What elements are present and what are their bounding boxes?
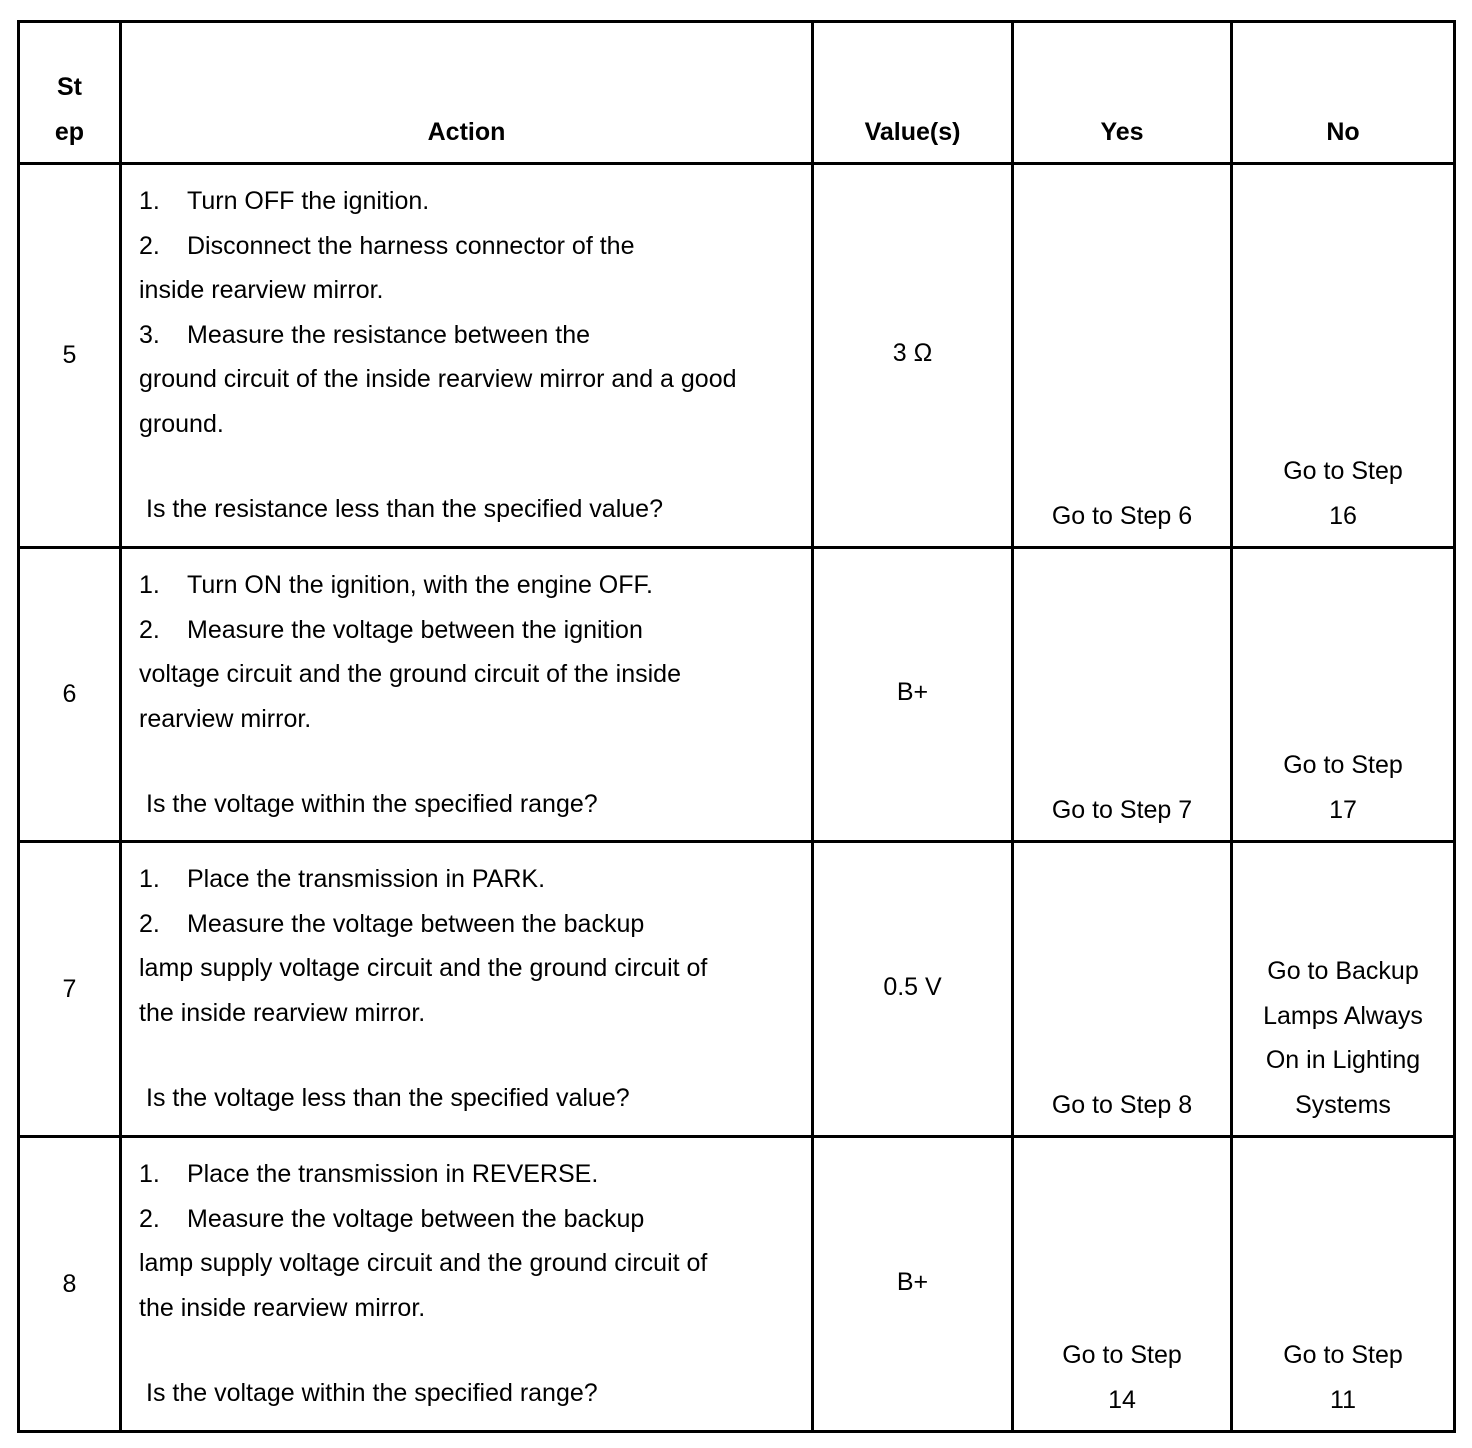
header-row (19, 22, 1455, 164)
header-yes: Yes (1013, 22, 1232, 164)
action-item-text: Measure the voltage between the ignition (187, 615, 643, 644)
action-item (139, 179, 801, 224)
action-item (139, 1197, 801, 1242)
value-text: 0.5 V (883, 972, 942, 1001)
no-cell (1232, 1137, 1455, 1432)
value-text: 3 Ω (892, 339, 933, 368)
action-item-number: 2. (139, 1204, 160, 1233)
no-text: Go to Step 16 (1283, 457, 1403, 530)
action-item-text: Measure the voltage between the backup (187, 1204, 645, 1233)
action-item-text: Measure the resistance between the (187, 320, 591, 349)
yes-cell (1013, 1137, 1232, 1432)
diagnostic-table (17, 20, 1456, 1433)
table-row (19, 548, 1455, 842)
action-item-text: Turn ON the ignition, with the engine OFF. (187, 571, 653, 599)
yes-cell: Go to Step 7 (1013, 548, 1232, 842)
action-item-number: 1. (139, 571, 160, 599)
table-row (19, 842, 1455, 1137)
action-cell (121, 842, 813, 1137)
yes-cell: Go to Step 6 (1013, 164, 1232, 548)
table-row (19, 164, 1455, 548)
no-cell (1232, 548, 1455, 842)
header-values: Value(s) (813, 22, 1013, 164)
value-text: B+ (896, 678, 929, 707)
header-step-line1: St (57, 73, 82, 101)
no-cell (1232, 164, 1455, 548)
no-cell (1232, 842, 1455, 1137)
header-action: Action (121, 22, 813, 164)
value-cell (813, 548, 1013, 842)
action-cell (121, 1137, 813, 1432)
action-question: Is the voltage less than the specified value? (146, 1084, 630, 1112)
no-text: Go to Backup Lamps Always On in Lighting Systems (1263, 957, 1423, 1119)
step-number: 7 (19, 842, 121, 1137)
action-item-continuation: ground circuit of the inside rearview mirror and a good ground. (139, 365, 737, 438)
action-item-continuation: lamp supply voltage circuit and the ground circuit of the inside rearview mirror. (139, 954, 708, 1027)
action-item-continuation: voltage circuit and the ground circuit of the inside rearview mirror. (139, 660, 681, 733)
header-step (19, 22, 121, 164)
action-item-number: 1. (139, 1160, 160, 1188)
action-item-number: 1. (139, 865, 160, 893)
header-no: No (1232, 22, 1455, 164)
step-number: 6 (19, 548, 121, 842)
action-item-number: 3. (139, 320, 160, 349)
action-question: Is the voltage within the specified range? (146, 790, 598, 818)
action-question: Is the resistance less than the specified value? (146, 495, 663, 523)
no-text: Go to Step 11 (1283, 1341, 1403, 1414)
no-text: Go to Step 17 (1283, 751, 1403, 824)
action-item (139, 313, 801, 358)
action-item-number: 2. (139, 909, 160, 938)
value-text: B+ (896, 1267, 929, 1296)
action-item (139, 1152, 801, 1197)
action-item (139, 563, 801, 608)
action-cell (121, 548, 813, 842)
action-question: Is the voltage within the specified range? (146, 1379, 598, 1407)
yes-text: Go to Step 14 (1062, 1341, 1182, 1414)
action-item-text: Place the transmission in PARK. (187, 865, 546, 893)
action-item-continuation: lamp supply voltage circuit and the ground circuit of the inside rearview mirror. (139, 1249, 708, 1322)
action-item-text: Measure the voltage between the backup (187, 909, 645, 938)
header-step-line2: ep (54, 117, 85, 146)
action-item (139, 608, 801, 653)
action-item-text: Disconnect the harness connector of the (187, 231, 635, 260)
action-item (139, 902, 801, 947)
action-cell (121, 164, 813, 548)
step-number: 8 (19, 1137, 121, 1432)
action-item-number: 2. (139, 615, 160, 644)
yes-cell: Go to Step 8 (1013, 842, 1232, 1137)
step-number: 5 (19, 164, 121, 548)
value-cell (813, 842, 1013, 1137)
action-item-number: 1. (139, 187, 160, 215)
action-item (139, 224, 801, 269)
action-item-text: Turn OFF the ignition. (187, 187, 430, 215)
value-cell (813, 164, 1013, 548)
action-item-continuation: inside rearview mirror. (139, 276, 384, 304)
action-item (139, 857, 801, 902)
action-item-number: 2. (139, 231, 160, 260)
action-item-text: Place the transmission in REVERSE. (187, 1160, 599, 1188)
table-row (19, 1137, 1455, 1432)
value-cell (813, 1137, 1013, 1432)
